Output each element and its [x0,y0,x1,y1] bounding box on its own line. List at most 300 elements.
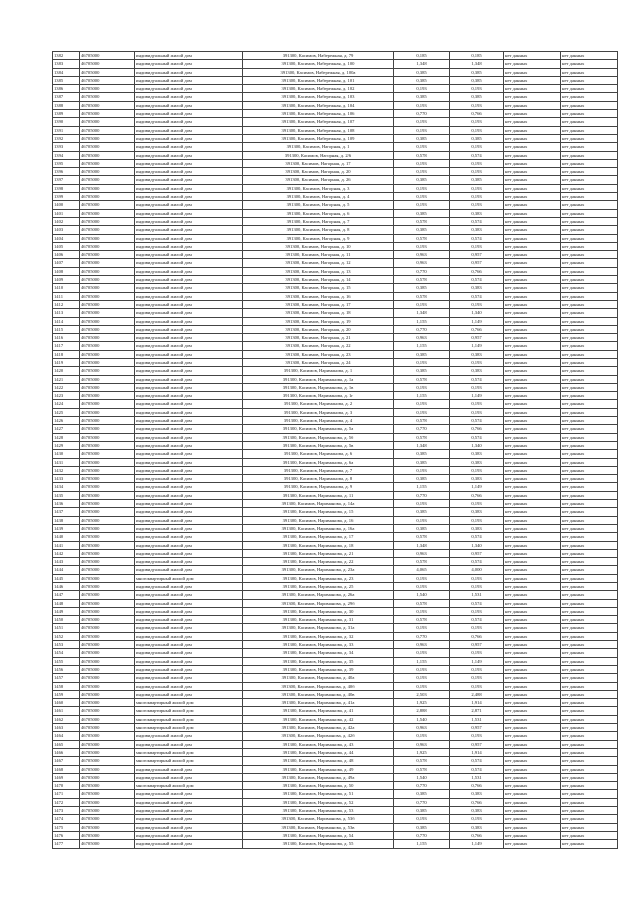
value-b-cell: 0,193 [450,118,504,126]
address-cell: 391300, Касимов, Нагорная, д. 20 [243,168,394,176]
status-b-cell: нет данных [561,765,618,773]
table-row [53,118,618,126]
value-b-cell: 0,385 [450,176,504,184]
value-b-cell: 0,574 [450,234,504,242]
building-type-cell: индивидуальный жилой дом [135,151,243,159]
value-b-cell: 0,574 [450,433,504,441]
building-type-cell: индивидуальный жилой дом [135,68,243,76]
building-type-cell: индивидуальный жилой дом [135,441,243,449]
address-cell: 391300, Касимов, Нариманова, д. 6а [243,458,394,466]
oktmo-cell: 46705000 [80,724,135,732]
address-cell: 391300, Касимов, Нариманова, д. 22 [243,558,394,566]
oktmo-cell: 46705000 [80,574,135,582]
status-b-cell: нет данных [561,217,618,225]
address-cell: 391300, Касимов, Нариманова, д. 30 [243,607,394,615]
status-b-cell: нет данных [561,483,618,491]
status-b-cell: нет данных [561,724,618,732]
value-b-cell: 1,531 [450,591,504,599]
status-b-cell: нет данных [561,85,618,93]
building-type-cell: индивидуальный жилой дом [135,392,243,400]
table-row [53,267,618,275]
row-number-cell: 1428 [53,433,80,441]
row-number-cell: 1399 [53,193,80,201]
status-a-cell: нет данных [504,558,561,566]
building-type-cell: индивидуальный жилой дом [135,765,243,773]
address-cell: 391300, Касимов, Нариманова, д. 48 [243,757,394,765]
status-b-cell: нет данных [561,574,618,582]
building-type-cell: индивидуальный жилой дом [135,541,243,549]
building-type-cell: индивидуальный жилой дом [135,309,243,317]
value-a-cell: 0,963 [394,259,450,267]
table-row [53,292,618,300]
address-cell: 391300, Касимов, Набережная, д. 103 [243,93,394,101]
address-cell: 391300, Касимов, Нариманова, д. 33 [243,641,394,649]
oktmo-cell: 46705000 [80,110,135,118]
value-b-cell: 0,193 [450,665,504,673]
status-b-cell: нет данных [561,159,618,167]
table-row [53,284,618,292]
address-cell: 391300, Касимов, Нариманова, д. 42 [243,715,394,723]
row-number-cell: 1413 [53,309,80,317]
row-number-cell: 1403 [53,226,80,234]
value-b-cell: 0,383 [450,524,504,532]
status-b-cell: нет данных [561,242,618,250]
table-row [53,707,618,715]
value-b-cell: 1,149 [450,840,504,848]
building-type-cell: индивидуальный жилой дом [135,408,243,416]
status-a-cell: нет данных [504,334,561,342]
address-cell: 391300, Касимов, Набережная, д. 79 [243,52,394,60]
address-cell: 391300, Касимов, Нариманова, д. 1а [243,375,394,383]
row-number-cell: 1421 [53,375,80,383]
table-row [53,143,618,151]
status-a-cell: нет данных [504,815,561,823]
oktmo-cell: 46705000 [80,358,135,366]
status-b-cell: нет данных [561,549,618,557]
value-a-cell: 1,540 [394,715,450,723]
table-row [53,60,618,68]
row-number-cell: 1449 [53,607,80,615]
table-row [53,201,618,209]
status-a-cell: нет данных [504,317,561,325]
value-b-cell: 0,193 [450,516,504,524]
status-b-cell: нет данных [561,591,618,599]
value-a-cell: 0,193 [394,607,450,615]
value-b-cell: 0,574 [450,217,504,225]
status-a-cell: нет данных [504,516,561,524]
building-type-cell: индивидуальный жилой дом [135,475,243,483]
status-a-cell: нет данных [504,483,561,491]
building-type-cell: индивидуальный жилой дом [135,184,243,192]
value-b-cell: 0,193 [450,408,504,416]
building-type-cell: индивидуальный жилой дом [135,267,243,275]
oktmo-cell: 46705000 [80,226,135,234]
building-type-cell: многоквартирный жилой дом [135,757,243,765]
table-row [53,217,618,225]
oktmo-cell: 46705000 [80,259,135,267]
address-cell: 391300, Касимов, Нариманова, д. 54 [243,831,394,839]
table-row [53,583,618,591]
value-a-cell: 0,963 [394,641,450,649]
oktmo-cell: 46705000 [80,93,135,101]
status-a-cell: нет данных [504,475,561,483]
status-a-cell: нет данных [504,566,561,574]
status-b-cell: нет данных [561,358,618,366]
row-number-cell: 1397 [53,176,80,184]
row-number-cell: 1394 [53,151,80,159]
table-row [53,649,618,657]
status-a-cell: нет данных [504,524,561,532]
value-b-cell: 0,193 [450,201,504,209]
status-b-cell: нет данных [561,757,618,765]
value-a-cell: 0,578 [394,599,450,607]
address-cell: 391300, Касимов, Нагорная, д. 1 [243,143,394,151]
status-a-cell: нет данных [504,375,561,383]
value-b-cell: 2,871 [450,707,504,715]
row-number-cell: 1467 [53,757,80,765]
oktmo-cell: 46705000 [80,60,135,68]
table-row [53,715,618,723]
address-cell: 391300, Касимов, Нариманова, д. 41 [243,707,394,715]
value-b-cell: 0,383 [450,226,504,234]
value-a-cell: 0,193 [394,383,450,391]
address-cell: 391300, Касимов, Нариманова, д. 53в [243,823,394,831]
status-a-cell: нет данных [504,508,561,516]
value-b-cell: 0,766 [450,782,504,790]
building-type-cell: индивидуальный жилой дом [135,740,243,748]
value-b-cell: 0,193 [450,101,504,109]
table-row [53,632,618,640]
value-a-cell: 0,385 [394,450,450,458]
oktmo-cell: 46705000 [80,524,135,532]
oktmo-cell: 46705000 [80,201,135,209]
value-a-cell: 0,193 [394,193,450,201]
oktmo-cell: 46705000 [80,607,135,615]
table-row [53,491,618,499]
status-a-cell: нет данных [504,383,561,391]
table-row [53,466,618,474]
oktmo-cell: 46705000 [80,657,135,665]
oktmo-cell: 46705000 [80,516,135,524]
oktmo-cell: 46705000 [80,500,135,508]
address-cell: 391300, Касимов, Нариманова, д. 31 [243,616,394,624]
status-a-cell: нет данных [504,715,561,723]
value-a-cell: 0,963 [394,251,450,259]
table-row [53,417,618,425]
status-b-cell: нет данных [561,267,618,275]
table-row [53,483,618,491]
status-b-cell: нет данных [561,715,618,723]
value-b-cell: 1,914 [450,748,504,756]
table-row [53,475,618,483]
row-number-cell: 1464 [53,732,80,740]
oktmo-cell: 46705000 [80,475,135,483]
table-row [53,226,618,234]
building-type-cell: индивидуальный жилой дом [135,649,243,657]
value-b-cell: 0,193 [450,159,504,167]
building-type-cell: индивидуальный жилой дом [135,591,243,599]
status-b-cell: нет данных [561,707,618,715]
building-type-cell: индивидуальный жилой дом [135,682,243,690]
building-type-cell: индивидуальный жилой дом [135,383,243,391]
value-a-cell: 0,385 [394,508,450,516]
row-number-cell: 1466 [53,748,80,756]
address-cell: 391300, Касимов, Нагорная, д. 24 [243,358,394,366]
building-type-cell: индивидуальный жилой дом [135,632,243,640]
oktmo-cell: 46705000 [80,441,135,449]
status-a-cell: нет данных [504,234,561,242]
oktmo-cell: 46705000 [80,400,135,408]
status-b-cell: нет данных [561,276,618,284]
row-number-cell: 1443 [53,558,80,566]
value-a-cell: 0,193 [394,118,450,126]
row-number-cell: 1419 [53,358,80,366]
oktmo-cell: 46705000 [80,491,135,499]
building-type-cell: индивидуальный жилой дом [135,334,243,342]
address-cell: 391300, Касимов, Нариманова, д. 16а [243,524,394,532]
status-b-cell: нет данных [561,583,618,591]
building-type-cell: индивидуальный жилой дом [135,483,243,491]
row-number-cell: 1387 [53,93,80,101]
row-number-cell: 1437 [53,508,80,516]
oktmo-cell: 46705000 [80,748,135,756]
table-row [53,193,618,201]
status-a-cell: нет данных [504,408,561,416]
table-row [53,68,618,76]
status-a-cell: нет данных [504,342,561,350]
address-cell: 391300, Касимов, Нагорная, д. 10 [243,242,394,250]
status-b-cell: нет данных [561,151,618,159]
address-cell: 391300, Касимов, Нагорная, д. 13 [243,267,394,275]
status-b-cell: нет данных [561,665,618,673]
table-row [53,773,618,781]
status-a-cell: нет данных [504,665,561,673]
status-a-cell: нет данных [504,267,561,275]
oktmo-cell: 46705000 [80,383,135,391]
oktmo-cell: 46705000 [80,184,135,192]
value-a-cell: 0,385 [394,458,450,466]
address-cell: 391300, Касимов, Нагорная, д. 21 [243,334,394,342]
value-a-cell: 4,065 [394,566,450,574]
oktmo-cell: 46705000 [80,193,135,201]
building-type-cell: индивидуальный жилой дом [135,325,243,333]
address-cell: 391300, Касимов, Нариманова, д. 5б [243,433,394,441]
status-a-cell: нет данных [504,732,561,740]
row-number-cell: 1417 [53,342,80,350]
value-a-cell: 1,540 [394,773,450,781]
status-b-cell: нет данных [561,748,618,756]
address-cell: 391300, Касимов, Нагорная, д. 17 [243,300,394,308]
row-number-cell: 1418 [53,350,80,358]
table-row [53,383,618,391]
row-number-cell: 1384 [53,68,80,76]
building-type-cell: индивидуальный жилой дом [135,732,243,740]
value-b-cell: 0,193 [450,184,504,192]
building-type-cell: индивидуальный жилой дом [135,417,243,425]
value-a-cell: 0,193 [394,126,450,134]
status-a-cell: нет данных [504,591,561,599]
building-type-cell: индивидуальный жилой дом [135,126,243,134]
address-cell: 391300, Касимов, Нариманова, д. 49 [243,765,394,773]
row-number-cell: 1396 [53,168,80,176]
value-b-cell: 0,193 [450,85,504,93]
row-number-cell: 1435 [53,491,80,499]
table-row [53,400,618,408]
status-a-cell: нет данных [504,134,561,142]
row-number-cell: 1444 [53,566,80,574]
status-a-cell: нет данных [504,151,561,159]
address-cell: 391300, Касимов, Нагорная, д. 17 [243,159,394,167]
value-b-cell: 0,385 [450,68,504,76]
building-type-cell: индивидуальный жилой дом [135,665,243,673]
table-row [53,549,618,557]
value-b-cell: 0,193 [450,126,504,134]
status-a-cell: нет данных [504,251,561,259]
value-a-cell: 0,578 [394,765,450,773]
value-b-cell: 0,574 [450,533,504,541]
status-a-cell: нет данных [504,309,561,317]
value-a-cell: 1,540 [394,591,450,599]
status-b-cell: нет данных [561,259,618,267]
row-number-cell: 1427 [53,425,80,433]
status-a-cell: нет данных [504,300,561,308]
address-cell: 391300, Касимов, Нариманова, д. 52 [243,798,394,806]
oktmo-cell: 46705000 [80,541,135,549]
value-a-cell: 0,770 [394,798,450,806]
row-number-cell: 1382 [53,52,80,60]
oktmo-cell: 46705000 [80,334,135,342]
status-b-cell: нет данных [561,110,618,118]
table-row [53,665,618,673]
building-type-cell: индивидуальный жилой дом [135,624,243,632]
building-type-cell: индивидуальный жилой дом [135,93,243,101]
address-cell: 391300, Касимов, Нариманова, д. 29б [243,599,394,607]
value-b-cell: 0,766 [450,491,504,499]
value-a-cell: 0,185 [394,52,450,60]
oktmo-cell: 46705000 [80,765,135,773]
status-b-cell: нет данных [561,383,618,391]
status-b-cell: нет данных [561,624,618,632]
oktmo-cell: 46705000 [80,52,135,60]
building-type-cell: индивидуальный жилой дом [135,118,243,126]
row-number-cell: 1463 [53,724,80,732]
status-b-cell: нет данных [561,641,618,649]
value-b-cell: 0,193 [450,583,504,591]
row-number-cell: 1412 [53,300,80,308]
status-a-cell: нет данных [504,118,561,126]
row-number-cell: 1458 [53,682,80,690]
table-row [53,350,618,358]
value-b-cell: 0,383 [450,284,504,292]
row-number-cell: 1441 [53,541,80,549]
value-b-cell: 1,340 [450,309,504,317]
status-b-cell: нет данных [561,649,618,657]
address-cell: 391300, Касимов, Нагорная, д. 23 [243,350,394,358]
status-b-cell: нет данных [561,417,618,425]
building-type-cell: индивидуальный жилой дом [135,159,243,167]
address-cell: 391300, Касимов, Набережная, д. 106 [243,110,394,118]
row-number-cell: 1416 [53,334,80,342]
row-number-cell: 1460 [53,699,80,707]
address-cell: 391300, Касимов, Нагорная, д. 7 [243,217,394,225]
status-a-cell: нет данных [504,740,561,748]
table-row [53,533,618,541]
address-cell: 391300, Касимов, Нариманова, д. 50 [243,782,394,790]
value-b-cell: 1,531 [450,715,504,723]
building-type-cell: индивидуальный жилой дом [135,101,243,109]
address-cell: 391300, Касимов, Нариманова, д. 9 [243,483,394,491]
address-cell: 391300, Касимов, Набережная, д. 107 [243,118,394,126]
value-a-cell: 0,578 [394,375,450,383]
status-b-cell: нет данных [561,325,618,333]
address-cell: 391300, Касимов, Нагорная, д. 8 [243,226,394,234]
building-type-cell: индивидуальный жилой дом [135,491,243,499]
table-row [53,616,618,624]
building-type-cell: индивидуальный жилой дом [135,367,243,375]
oktmo-cell: 46705000 [80,782,135,790]
value-b-cell: 1,531 [450,773,504,781]
status-a-cell: нет данных [504,242,561,250]
building-type-cell: индивидуальный жилой дом [135,674,243,682]
status-a-cell: нет данных [504,583,561,591]
status-a-cell: нет данных [504,682,561,690]
row-number-cell: 1445 [53,574,80,582]
status-a-cell: нет данных [504,284,561,292]
address-cell: 391300, Касимов, Нагорная, д. 11 [243,251,394,259]
value-a-cell: 0,770 [394,110,450,118]
row-number-cell: 1388 [53,101,80,109]
value-a-cell: 0,193 [394,516,450,524]
oktmo-cell: 46705000 [80,251,135,259]
table-row [53,134,618,142]
value-a-cell: 0,385 [394,284,450,292]
address-cell: 391300, Касимов, Нариманова, д. 23 [243,574,394,582]
address-cell: 391300, Касимов, Нагорная, д. 6 [243,209,394,217]
oktmo-cell: 46705000 [80,549,135,557]
table-row [53,599,618,607]
status-a-cell: нет данных [504,699,561,707]
oktmo-cell: 46705000 [80,126,135,134]
status-b-cell: нет данных [561,508,618,516]
value-b-cell: 0,383 [450,350,504,358]
status-b-cell: нет данных [561,823,618,831]
row-number-cell: 1457 [53,674,80,682]
building-type-cell: индивидуальный жилой дом [135,425,243,433]
building-type-cell: индивидуальный жилой дом [135,300,243,308]
value-b-cell: 0,957 [450,740,504,748]
status-a-cell: нет данных [504,226,561,234]
status-b-cell: нет данных [561,93,618,101]
row-number-cell: 1447 [53,591,80,599]
status-b-cell: нет данных [561,251,618,259]
status-b-cell: нет данных [561,657,618,665]
status-b-cell: нет данных [561,68,618,76]
row-number-cell: 1414 [53,317,80,325]
value-a-cell: 1,155 [394,483,450,491]
building-type-cell: индивидуальный жилой дом [135,599,243,607]
status-a-cell: нет данных [504,110,561,118]
building-type-cell: индивидуальный жилой дом [135,217,243,225]
status-a-cell: нет данных [504,93,561,101]
row-number-cell: 1424 [53,400,80,408]
status-b-cell: нет данных [561,674,618,682]
value-a-cell: 0,578 [394,433,450,441]
row-number-cell: 1471 [53,790,80,798]
value-b-cell: 0,193 [450,242,504,250]
row-number-cell: 1400 [53,201,80,209]
value-b-cell: 0,383 [450,209,504,217]
value-a-cell: 0,385 [394,93,450,101]
